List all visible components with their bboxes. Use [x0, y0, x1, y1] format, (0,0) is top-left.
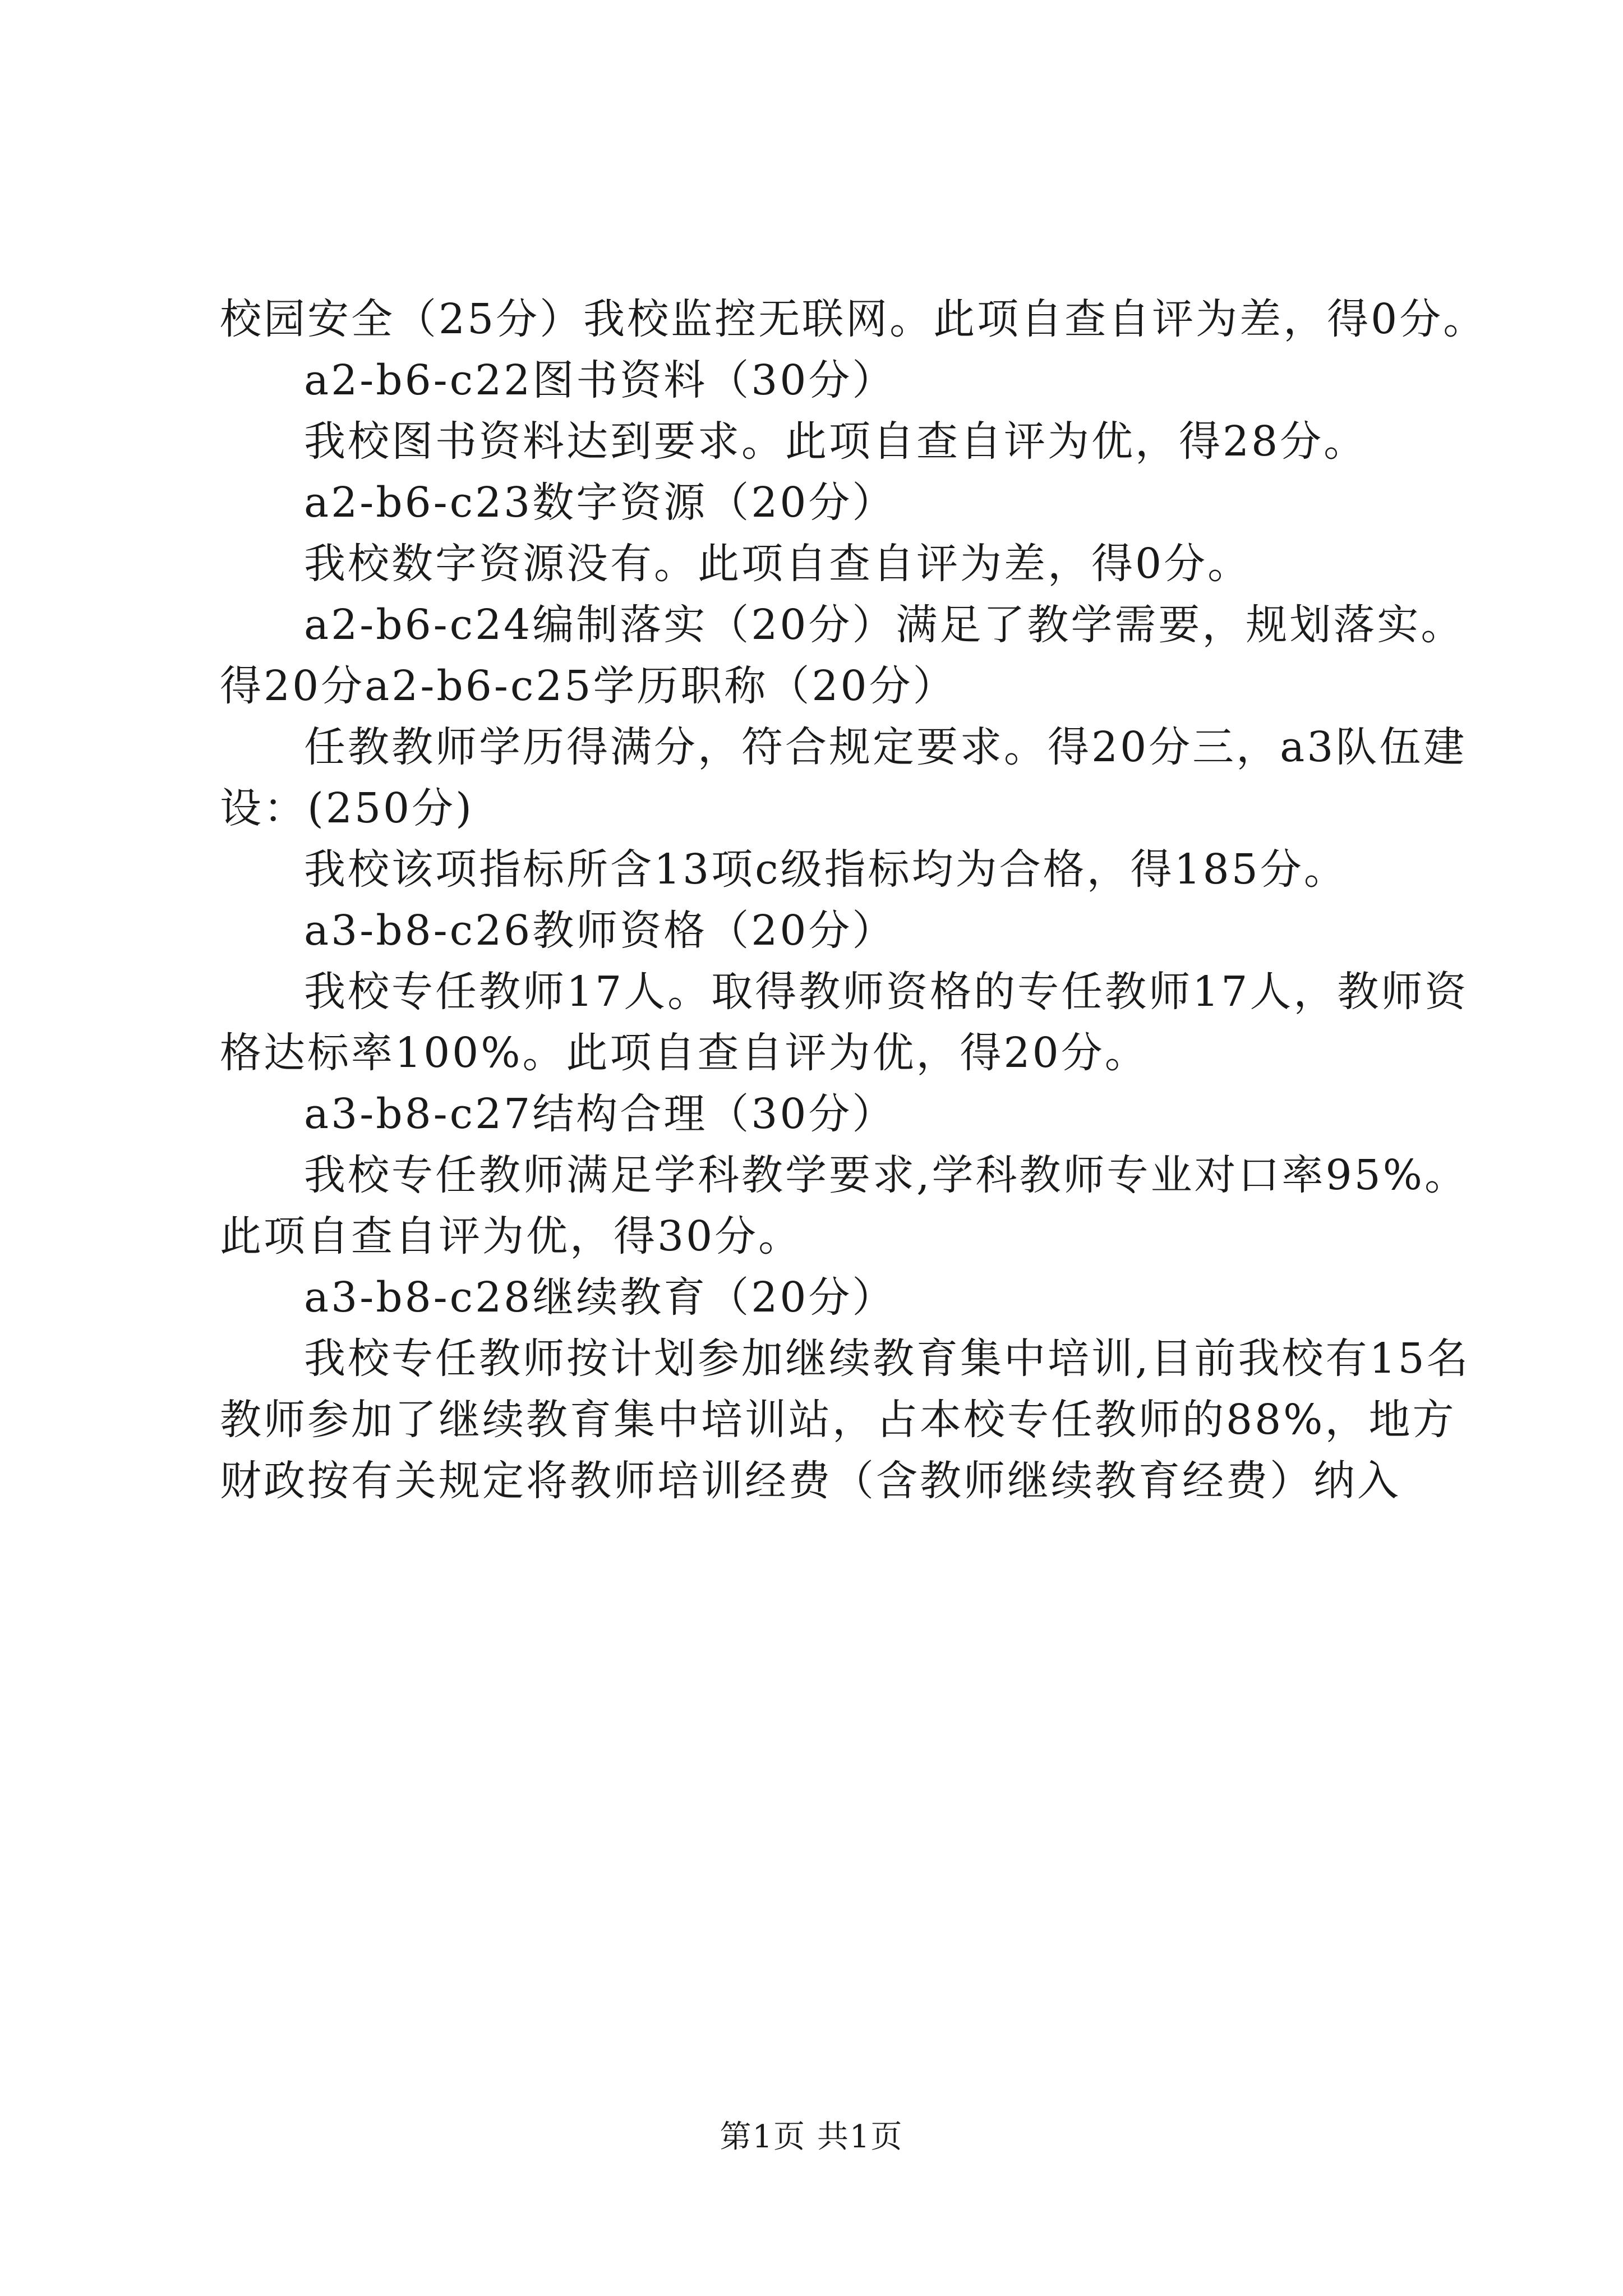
paragraph: 我校数字资源没有。此项自查自评为差，得0分。 — [304, 540, 1252, 588]
paragraph: a2-b6-c23数字资源（20分） — [304, 478, 896, 527]
paragraph: 任教教师学历得满分，符合规定要求。得20分三，a3队伍建设：(250分) — [220, 723, 1467, 832]
paragraph: a3-b8-c28继续教育（20分） — [304, 1273, 896, 1322]
document-body — [220, 289, 1487, 1512]
page-footer: 第1页 共1页 — [720, 2119, 903, 2155]
paragraph: 校园安全（25分）我校监控无联网。此项自查自评为差，得0分。 — [220, 295, 1487, 343]
paragraph: a2-b6-c22图书资料（30分） — [304, 356, 896, 404]
paragraph: 我校专任教师满足学科教学要求,学科教师专业对口率95%。此项自查自评为优，得30分。 — [220, 1151, 1468, 1260]
paragraph: 我校图书资料达到要求。此项自查自评为优，得28分。 — [304, 417, 1368, 466]
paragraph: 我校专任教师17人。取得教师资格的专任教师17人，教师资格达标率100%。此项自查自评为优，得20分。 — [220, 968, 1469, 1077]
paragraph: a3-b8-c27结构合理（30分） — [304, 1090, 896, 1138]
paragraph: a3-b8-c26教师资格（20分） — [304, 907, 896, 955]
paragraph: 我校专任教师按计划参加继续教育集中培训,目前我校有15名教师参加了继续教育集中培训站，占本校专任教师的88%，地方财政按有关规定将教师培训经费（含教师继续教育经费）纳入 — [220, 1335, 1470, 1505]
paragraph: a2-b6-c24编制落实（20分）满足了教学需要，规划落实。得20分a2-b6-c25学历职称（20分） — [220, 601, 1465, 710]
paragraph: 我校该项指标所含13项c级指标均为合格，得185分。 — [304, 845, 1348, 894]
